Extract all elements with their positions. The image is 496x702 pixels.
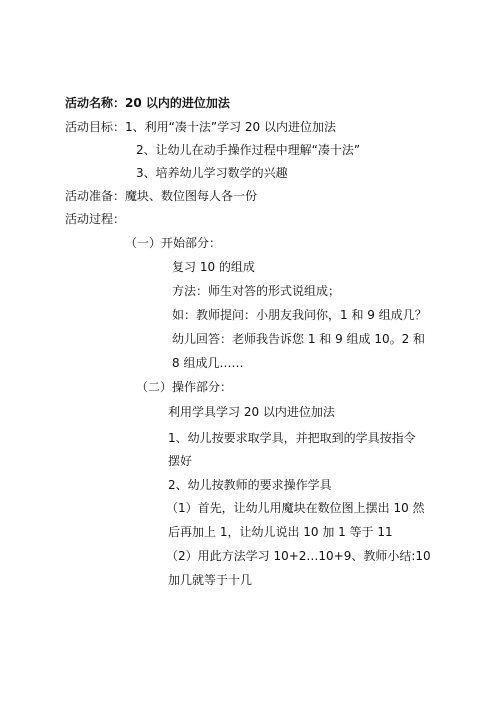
part1-line-1: 复习 10 的组成 xyxy=(172,260,255,274)
part2-line-8: 加几就等于十几 xyxy=(168,573,253,587)
part2-line-6: 后再加上 1，让幼儿说出 10 加 1 等于 11 xyxy=(168,525,393,539)
activity-process-label: 活动过程： xyxy=(65,212,126,226)
part2-line-2: 1、幼儿按要求取学具，并把取到的学具按指令 xyxy=(168,431,416,445)
activity-goal-label: 活动目标： xyxy=(65,120,126,134)
activity-name-label: 活动名称： xyxy=(65,96,126,110)
part2-line-1: 利用学具学习 20 以内进位加法 xyxy=(168,405,335,419)
part1-line-2: 方法：师生对答的形式说组成； xyxy=(172,284,341,298)
activity-prep-value: 魔块、数位图每人各一份 xyxy=(125,189,258,203)
activity-prep-label: 活动准备： xyxy=(65,189,126,203)
part2-heading: （二）操作部分： xyxy=(136,380,233,394)
activity-name-value: 20 以内的进位加法 xyxy=(125,96,230,110)
activity-goal-3: 3、培养幼儿学习数学的兴趣 xyxy=(136,166,288,180)
activity-goal-1: 1、利用“凑十法”学习 20 以内进位加法 xyxy=(125,120,336,134)
activity-name-row xyxy=(65,95,230,111)
part2-line-5: （1）首先，让幼儿用魔块在数位图上摆出 10 然 xyxy=(166,501,425,515)
part1-heading: （一）开始部分： xyxy=(125,236,222,250)
part1-line-5: 8 组成几…… xyxy=(172,356,244,370)
activity-goal-2: 2、让幼儿在动手操作过程中理解“凑十法” xyxy=(136,143,361,157)
activity-prep-row xyxy=(65,188,257,204)
part2-line-7: （2）用此方法学习 10+2…10+9、教师小结:10 xyxy=(166,549,431,563)
part2-line-3: 摆好 xyxy=(168,454,193,468)
part2-line-4: 2、幼儿按教师的要求操作学具 xyxy=(168,478,332,492)
part1-line-3: 如：教师提问：小朋友我问你，1 和 9 组成几？ xyxy=(172,308,427,322)
part1-line-4: 幼儿回答：老师我告诉您 1 和 9 组成 10。2 和 xyxy=(172,332,426,346)
